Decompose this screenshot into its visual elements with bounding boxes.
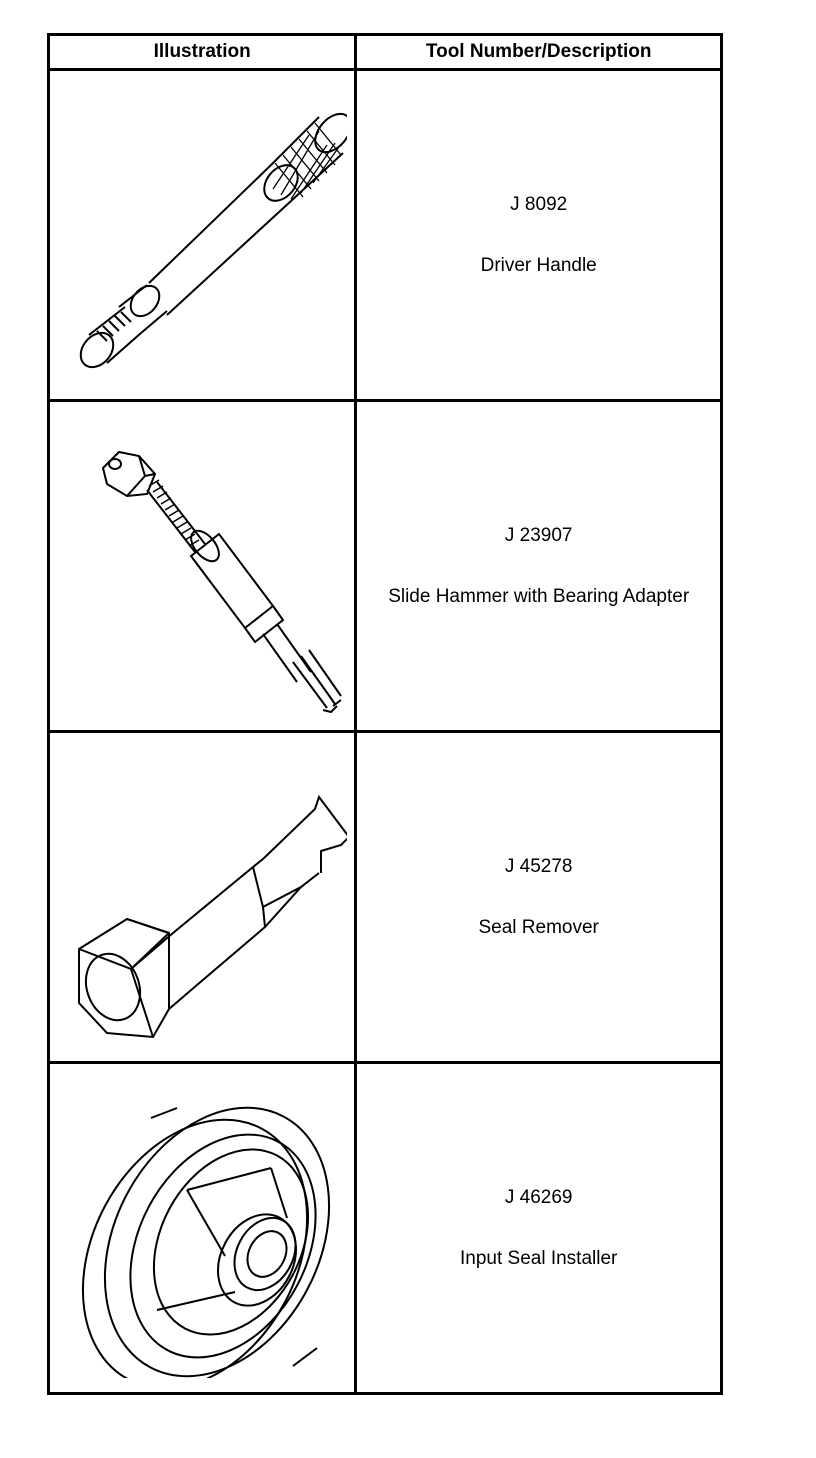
header-tool-description: Tool Number/Description [356, 35, 722, 70]
table-header [49, 35, 722, 70]
seal-remover-icon [57, 747, 347, 1047]
illustration-cell [49, 1063, 356, 1394]
slide-hammer-icon [57, 416, 347, 716]
description-cell [356, 732, 722, 1063]
tool-number: J 45278 [504, 856, 573, 877]
tool-table [47, 33, 723, 1395]
description-cell [356, 401, 722, 732]
description-cell [356, 70, 722, 401]
illustration-cell [49, 70, 356, 401]
illustration-cell [49, 732, 356, 1063]
tool-description: Slide Hammer with Bearing Adapter [388, 586, 690, 607]
header-illustration: Illustration [49, 35, 356, 70]
tool-description: Driver Handle [480, 255, 597, 276]
table-row [49, 70, 722, 401]
illustration-cell [49, 401, 356, 732]
table-row [49, 1063, 722, 1394]
tool-number: J 46269 [504, 1187, 573, 1208]
table-row [49, 732, 722, 1063]
input-seal-installer-icon [57, 1078, 347, 1378]
tool-number: J 23907 [504, 525, 573, 546]
description-cell [356, 1063, 722, 1394]
driver-handle-icon [57, 85, 347, 385]
tool-number: J 8092 [510, 194, 568, 215]
table-row [49, 401, 722, 732]
tool-description: Seal Remover [478, 917, 599, 938]
header-row [49, 35, 722, 70]
tool-description: Input Seal Installer [459, 1248, 618, 1269]
